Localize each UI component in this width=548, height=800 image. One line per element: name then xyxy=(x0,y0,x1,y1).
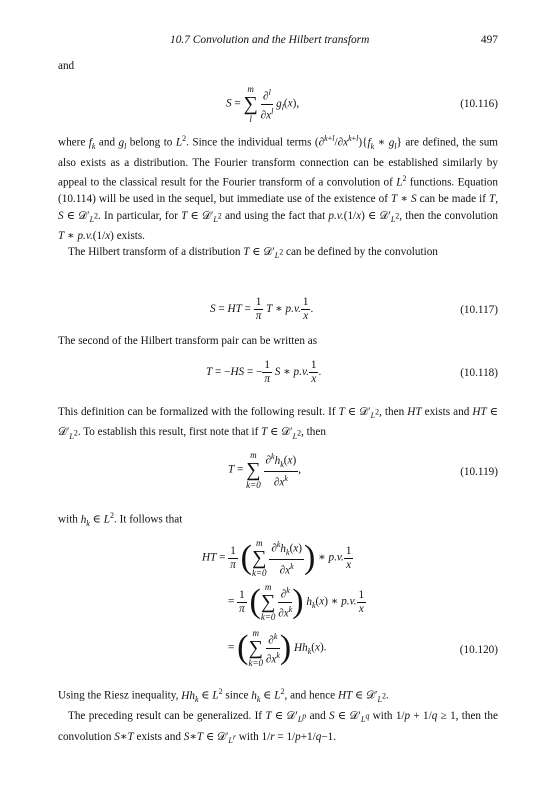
equation-10-120 xyxy=(58,532,498,672)
book-page xyxy=(58,0,498,800)
paragraph-5: Using the Riesz inequality, $Hh_k$ ∈ $L^2$ since $h_k$ ∈ $L^2$, and hence HT ∈ $𝒟'_{L^2}$. The preceding result can be generalized. If T ∈ $𝒟'_{L^p}$ and S ∈ $𝒟'_{L^q}$ with 1/p + 1/q ≥ 1, then the convolution S∗T exists and S∗T ∈ $𝒟'_{L^r}$ with 1/r = 1/p+1/q−1. xyxy=(58,687,498,745)
equation-number: (10.120) xyxy=(459,644,498,656)
equation-number: (10.116) xyxy=(460,98,498,110)
equation-number: (10.119) xyxy=(460,466,498,478)
text-and: and xyxy=(58,60,75,72)
equation-10-120-line-3: = ( m ∑ k=0 $\frac{\partial^k}{\partial x^k}$ ) $Hh_k(x)$. xyxy=(228,628,327,668)
equation-10-116 xyxy=(58,80,498,128)
equation-10-117-body: S = HT = $\frac{1}{\pi}$ T ∗ p.v. $\frac{1}{x}$ . xyxy=(210,296,314,322)
paragraph-2: The second of the Hilbert transform pair can be written as xyxy=(58,335,318,347)
equation-10-118 xyxy=(58,359,498,391)
equation-10-117 xyxy=(58,296,498,328)
equation-10-119-body: T = m ∑ k=0 $\frac{\partial^kh_k(x)}{\partial x^k}$ , xyxy=(228,450,301,490)
equation-10-118-body: T = −HS = − $\frac{1}{\pi}$ S ∗ p.v. $\frac{1}{x}$ . xyxy=(206,359,322,385)
paragraph-3: This definition can be formalized with the following result. If T ∈ $𝒟'_{L^2}$, then HT exists and HT ∈ $𝒟'_{L^2}$. To establish this result, first note that if T ∈ $𝒟'_{L^2}$, then xyxy=(58,406,498,441)
equation-10-120-line-1: HT = $\frac{1}{\pi}$ ( m ∑ k=0 $\frac{\partial^kh_k(x)}{\partial x^k}$ ) ∗ p.v. $\frac{1}{x}$ xyxy=(202,538,352,578)
equation-10-119 xyxy=(58,448,498,498)
running-title: 10.7 Convolution and the Hilbert transform xyxy=(170,34,370,46)
running-header xyxy=(58,34,498,50)
page-number: 497 xyxy=(480,34,498,46)
equation-number: (10.117) xyxy=(460,304,498,316)
equation-number: (10.118) xyxy=(460,367,498,379)
paragraph-1: where $f_k$ and $g_l$ belong to $L^2$. Since the individual terms $(\partial^{k+l}/\partial x^{k+l})\{f_k$ ∗ $g_l$} are defined, the sum also exists as a distribution. The Fourier transform connection can be established similarly by appeal to the classical result for the Fourier transform of a convolution of $L^2$ functions. Equation (10.114) will be used in the sequel, but immediate use of the existence of T ∗ S can be made if T, S ∈ $𝒟'_{L^2}$. In particular, for T ∈ $𝒟'_{L^2}$ and using the fact that p.v.(1/x) ∈ $𝒟'_{L^2}$, then the convolution T ∗ p.v.(1/x) exists. The Hilbert transform of a distribution T ∈ $𝒟'_{L^2}$ can be defined by the convolution xyxy=(58,134,499,261)
equation-10-120-line-2: = $\frac{1}{\pi}$ ( m ∑ k=0 $\frac{\partial^k}{\partial x^k}$ ) $h_k(x)$ ∗ p.v. $\frac{1}{x}$ xyxy=(228,582,365,622)
paragraph-4: with $h_k$ ∈ $L^2$. It follows that xyxy=(58,511,183,528)
equation-10-116-body: S = m ∑ l $\frac{\partial^l}{\partial x^l}$ $g_l(x)$, xyxy=(226,84,300,124)
